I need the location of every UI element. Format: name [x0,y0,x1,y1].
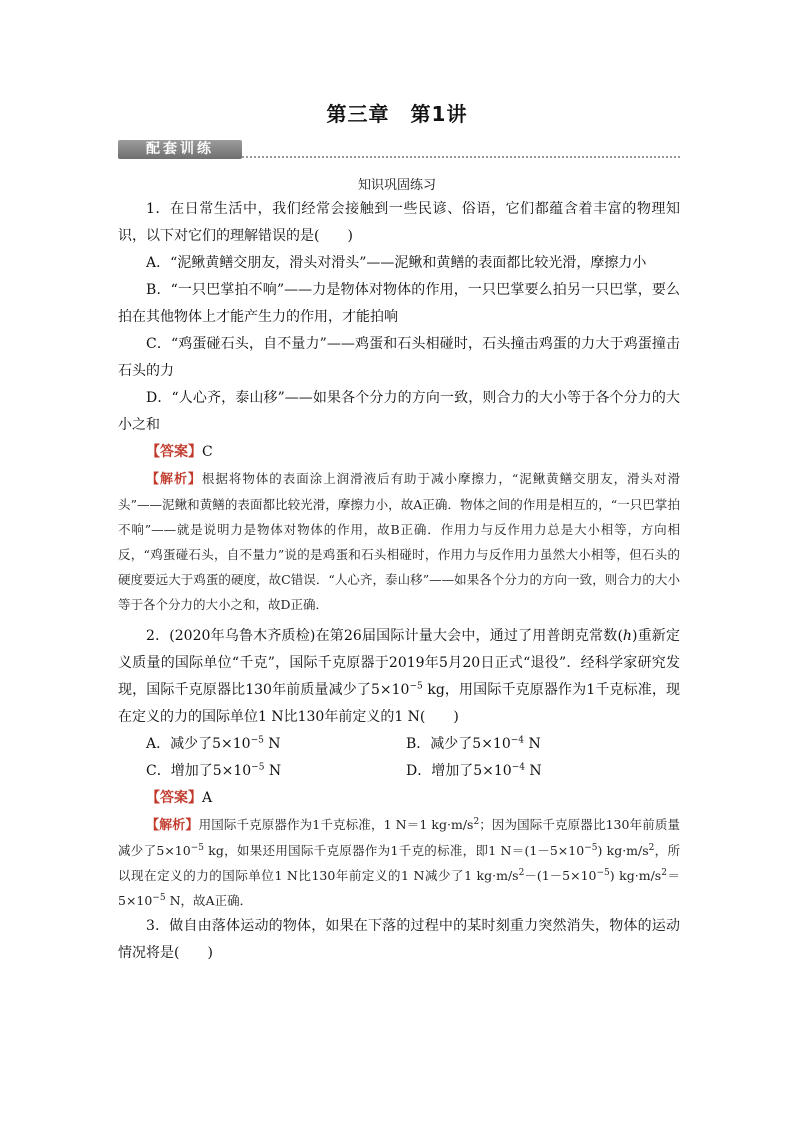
question-2-stem: 2．(2020年乌鲁木齐质检)在第26届国际计量大会中，通过了用普朗克常数(h)重新定义质量的国际单位“千克”，国际千克原器于2019年5月20日正式“退役”．经科学家研究发现，国际千克原器比130年前质量减少了$5\times 10^{-5}$ kg，用国际千克原器作为1千克标准，现在定义的力的国际单位1 N比130年前定义的1 N( ) [118,628,680,725]
question-1-option-a: A．“泥鳅黄鳝交朋友，滑头对滑头”——泥鳅和黄鳝的表面都比较光滑，摩擦力小 [146,255,647,271]
answer-label: 【答案】 [146,790,202,806]
section-banner [118,140,680,160]
question-2-answer [118,785,680,812]
question-2-option-c: C．增加了$5\times 10^{-5}$ N [146,762,282,779]
question-2-option-b: B．减少了$5\times 10^{-4}$ N [406,735,541,752]
explanation-label: 【解析】 [146,472,202,487]
question-2-option-d: D．增加了$5\times 10^{-4}$ N [406,762,542,779]
question-1-option-c: C．“鸡蛋碰石头，自不量力”——鸡蛋和石头相碰时，石头撞击鸡蛋的力大于鸡蛋撞击石头的力 [118,336,680,379]
question-2-options-row-1 [118,731,680,758]
page-title: 第三章 第1讲 [326,102,468,126]
section-subtitle: 知识巩固练习 [357,178,436,193]
question-1-explanation [118,466,680,617]
question-1-answer [118,439,680,466]
question-2-option-a: A．减少了$5\times 10^{-5}$ N [146,735,281,752]
answer-label: 【答案】 [146,444,202,460]
question-1-option-b: B．“一只巴掌拍不响”——力是物体对物体的作用，一只巴掌要么拍另一只巴掌，要么拍在其他物体上才能产生力的作用，才能拍响 [118,282,680,325]
question-2-options-row-2 [118,758,680,785]
answer-value: C [202,444,213,460]
question-1-stem: 1．在日常生活中，我们经常会接触到一些民谚、俗语，它们都蕴含着丰富的物理知识，以下对它们的理解错误的是( ) [118,201,680,244]
explanation-label: 【解析】 [146,818,199,833]
question-1-option-d: D．“人心齐，泰山移”——如果各个分力的方向一致，则合力的大小等于各个分力的大小之和 [118,390,680,433]
explanation-text: 根据将物体的表面涂上润滑液后有助于减小摩擦力，“泥鳅黄鳝交朋友，滑头对滑头”——泥鳅和黄鳝的表面都比较光滑，摩擦力小，故A正确．物体之间的作用是相互的，“一只巴掌拍不响”——就是说明力是物体对物体的作用，故B正确．作用力与反作用力总是大小相等，方向相反，“鸡蛋碰石头，自不量力”说的是鸡蛋和石头相碰时，作用力与反作用力虽然大小相等，但石头的硬度要远大于鸡蛋的硬度，故C错误．“人心齐，泰山移”——如果各个分力的方向一致，则合力的大小等于各个分力的大小之和，故D正确． [118,471,680,612]
question-2-explanation: 【解析】用国际千克原器作为1千克标准，1 N＝1 $kg\cdot m/s^2$；因为国际千克原器比130年前质量减少了$5\times 10^{-5}$ kg，如果还用国际千克原器作为1千克的标准，即1 $N=(1-5\times 10^{-5})$ $kg\cdot m/s^2$，所以现在定义的力的国际单位1 N比130年前定义的1 N减少了1 $kg\cdot m/s^2-(1-5\times 10^{-5})$ $kg\cdot m/s^2=5\times 10^{-5}$ N，故A正确． [118,816,680,908]
banner-divider [242,156,680,158]
answer-value: A [202,790,213,806]
document-body [118,196,680,967]
section-badge: 配套训练 [118,140,242,159]
question-3-stem: 3．做自由落体运动的物体，如果在下落的过程中的某时刻重力突然消失，物体的运动情况将是( ) [118,918,680,961]
